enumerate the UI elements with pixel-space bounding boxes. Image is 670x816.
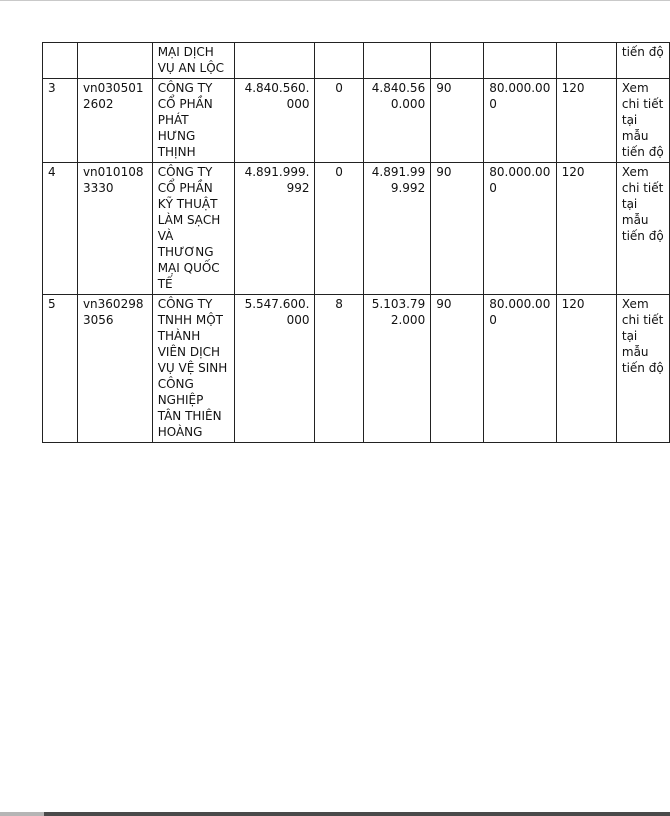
validity-days: 90 xyxy=(431,163,484,295)
page-top-border xyxy=(0,0,670,1)
price-after-discount: 4.840.560.000 xyxy=(363,79,431,163)
progress-note: Xem chi tiết tại mẫu tiến độ xyxy=(616,295,669,443)
bid-price: 4.891.999.992 xyxy=(234,163,315,295)
bidder-name: CÔNG TY TNHH MỘT THÀNH VIÊN DỊCH VỤ VỆ SINH CÔNG NGHIỆP TÂN THIÊN HOÀNG xyxy=(152,295,234,443)
bidder-code xyxy=(77,43,152,79)
price-after-discount: 5.103.792.000 xyxy=(363,295,431,443)
table-row xyxy=(43,79,670,163)
bidder-name: MẠI DỊCH VỤ AN LỘC xyxy=(152,43,234,79)
bid-guarantee: 80.000.000 xyxy=(484,79,556,163)
bid-guarantee: 80.000.000 xyxy=(484,163,556,295)
discount-percent: 8 xyxy=(315,295,363,443)
bid-price: 5.547.600.000 xyxy=(234,295,315,443)
bid-guarantee: 80.000.000 xyxy=(484,295,556,443)
bidder-code: vn0101083330 xyxy=(77,163,152,295)
bid-price xyxy=(234,43,315,79)
price-after-discount xyxy=(363,43,431,79)
row-number: 5 xyxy=(43,295,78,443)
discount-percent xyxy=(315,43,363,79)
price-after-discount: 4.891.999.992 xyxy=(363,163,431,295)
execution-days xyxy=(556,43,616,79)
bidder-name: CÔNG TY CỔ PHẦN PHÁT HƯNG THỊNH xyxy=(152,79,234,163)
bidder-name: CÔNG TY CỔ PHẦN KỸ THUẬT LÀM SẠCH VÀ THƯƠNG MẠI QUỐC TẾ xyxy=(152,163,234,295)
bid-price: 4.840.560.000 xyxy=(234,79,315,163)
bidder-table xyxy=(42,42,670,443)
progress-note: tiến độ xyxy=(616,43,669,79)
bidder-code: vn3602983056 xyxy=(77,295,152,443)
bid-guarantee xyxy=(484,43,556,79)
row-number: 3 xyxy=(43,79,78,163)
execution-days: 120 xyxy=(556,163,616,295)
discount-percent: 0 xyxy=(315,79,363,163)
table-row xyxy=(43,163,670,295)
bidder-code: vn0305012602 xyxy=(77,79,152,163)
progress-note: Xem chi tiết tại mẫu tiến độ xyxy=(616,79,669,163)
row-number xyxy=(43,43,78,79)
validity-days: 90 xyxy=(431,295,484,443)
table-row xyxy=(43,295,670,443)
execution-days: 120 xyxy=(556,79,616,163)
row-number: 4 xyxy=(43,163,78,295)
discount-percent: 0 xyxy=(315,163,363,295)
page-bottom-edge xyxy=(0,812,670,816)
table-row xyxy=(43,43,670,79)
progress-note: Xem chi tiết tại mẫu tiến độ xyxy=(616,163,669,295)
validity-days xyxy=(431,43,484,79)
execution-days: 120 xyxy=(556,295,616,443)
validity-days: 90 xyxy=(431,79,484,163)
